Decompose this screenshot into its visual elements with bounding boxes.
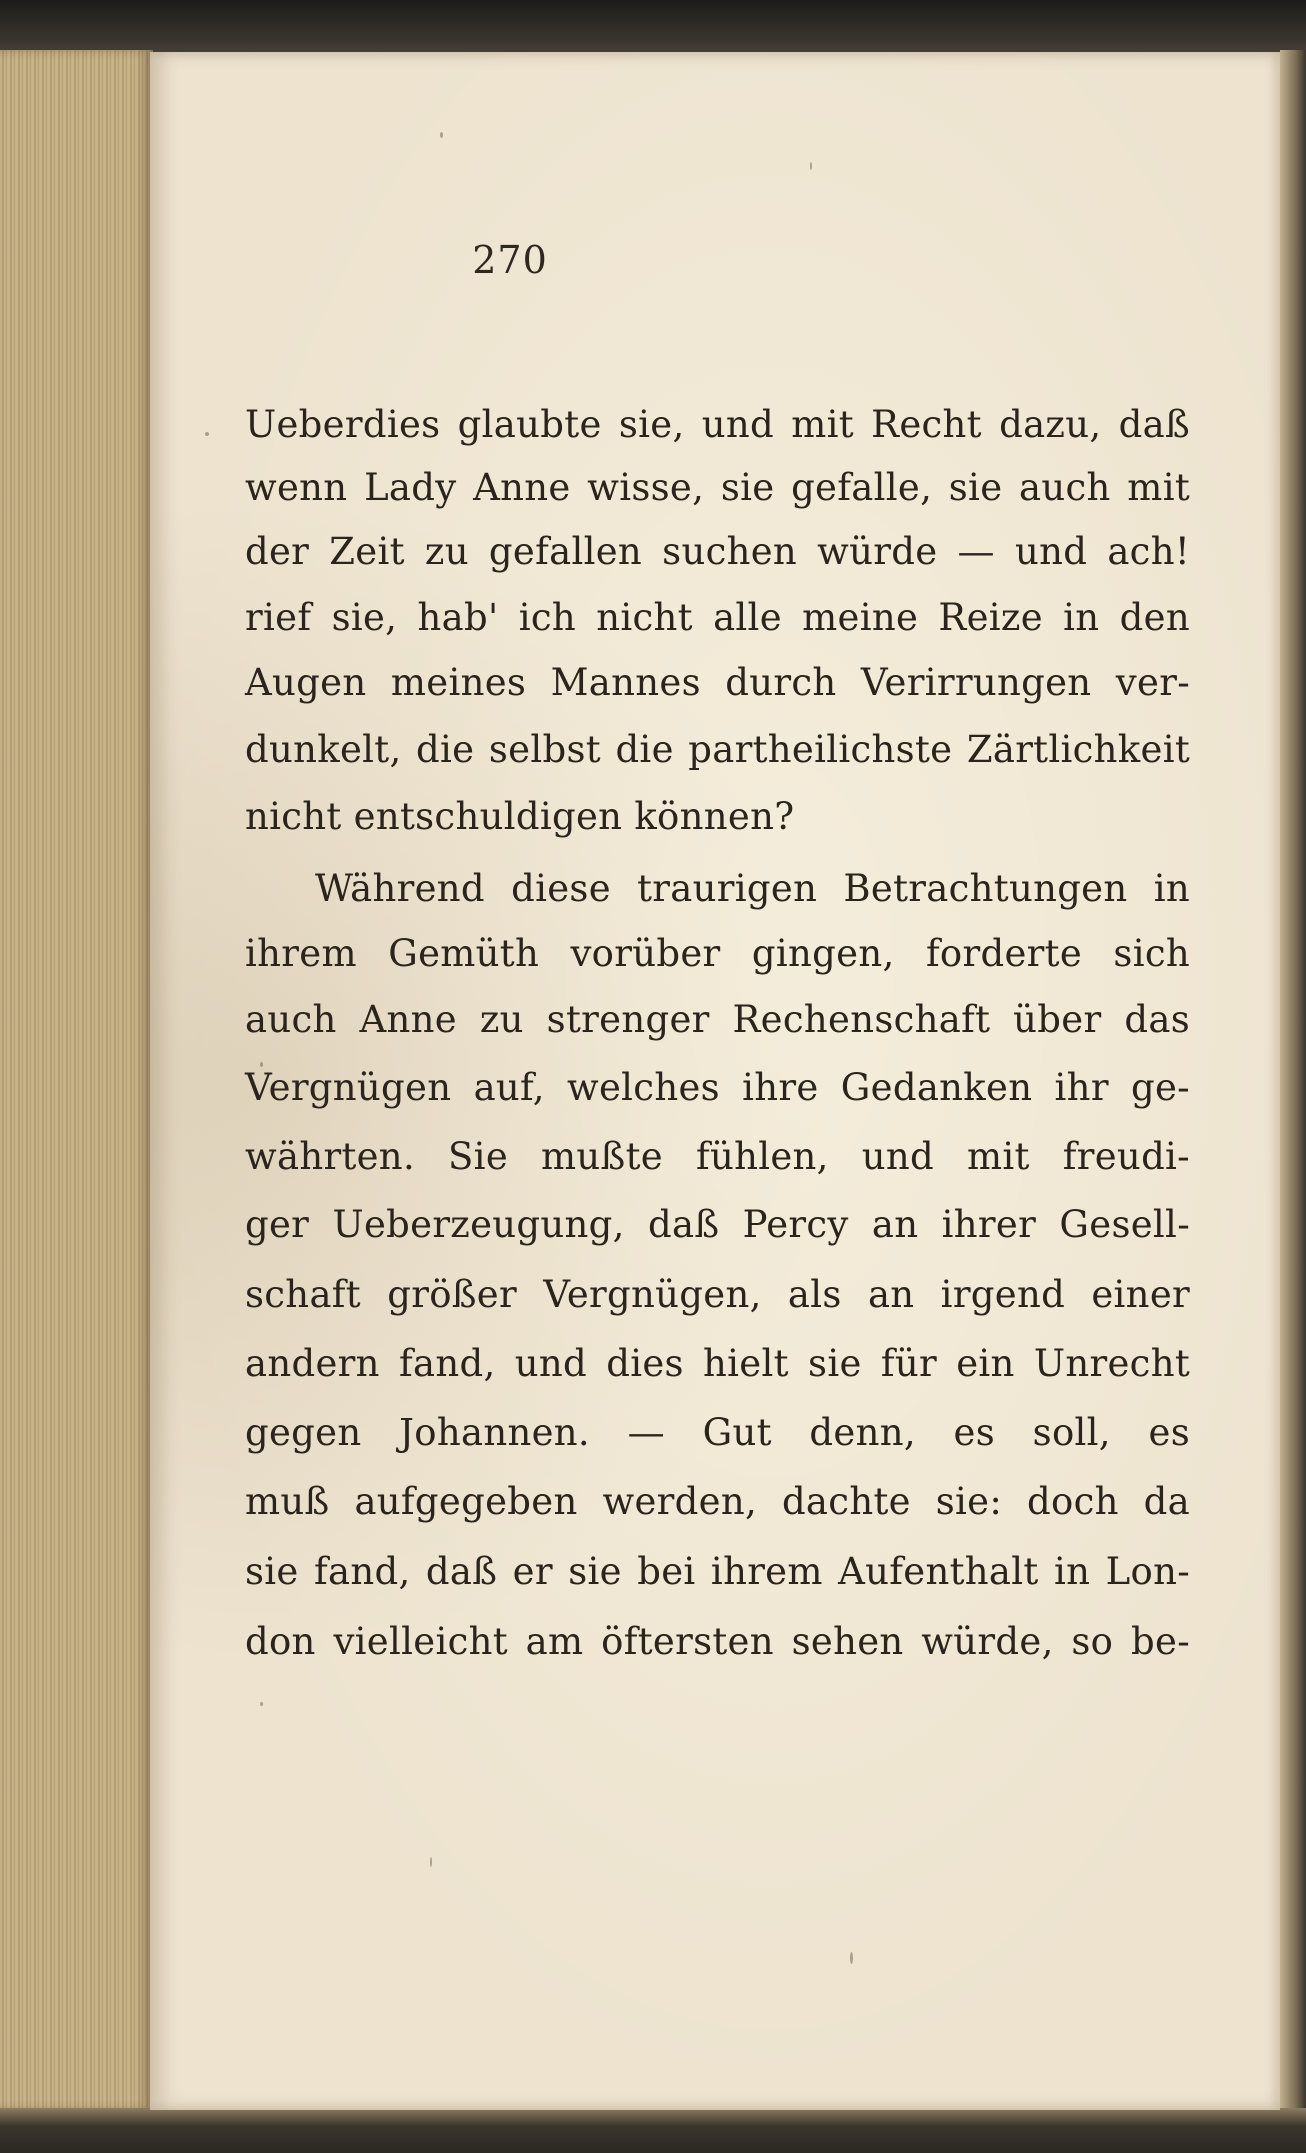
- text-line: don vielleicht am öftersten sehen würde, so be-: [245, 1620, 1190, 1663]
- text-line: Ueberdies glaubte sie, und mit Recht dazu, daß: [245, 403, 1190, 446]
- text-line: schaft größer Vergnügen, als an irgend einer: [245, 1273, 1190, 1316]
- book-bottom-edge: [0, 2108, 1306, 2153]
- page-right-edge: [1280, 50, 1306, 2110]
- paper-speck: [810, 162, 812, 170]
- page-number: 270: [472, 238, 548, 282]
- text-line: rief sie, hab' ich nicht alle meine Reize in den: [245, 596, 1190, 639]
- text-line: nicht entschuldigen können?: [245, 795, 795, 838]
- text-line: andern fand, und dies hielt sie für ein Unrecht: [245, 1342, 1190, 1385]
- text-line: Vergnügen auf, welches ihre Gedanken ihr ge-: [245, 1066, 1190, 1109]
- book-cover-top: [0, 0, 1306, 58]
- text-line: dunkelt, die selbst die partheilichste Zärtlichkeit: [245, 728, 1190, 771]
- text-line: ger Ueberzeugung, daß Percy an ihrer Gesell-: [245, 1203, 1190, 1246]
- page-edges: [0, 50, 153, 2110]
- paper-speck: [440, 132, 443, 138]
- text-line: muß aufgegeben werden, dachte sie: doch da: [245, 1480, 1190, 1523]
- paper-speck: [430, 1857, 432, 1867]
- text-line: Während diese traurigen Betrachtungen in: [315, 867, 1190, 910]
- text-line: gegen Johannen. — Gut denn, es soll, es: [245, 1411, 1190, 1454]
- text-line: Augen meines Mannes durch Verirrungen ver-: [245, 661, 1190, 704]
- text-line: wenn Lady Anne wisse, sie gefalle, sie auch mit: [245, 466, 1190, 509]
- paper-speck: [850, 1952, 853, 1964]
- text-line: ihrem Gemüth vorüber gingen, forderte sich: [245, 932, 1190, 975]
- text-line: der Zeit zu gefallen suchen würde — und ach!: [245, 530, 1190, 573]
- text-line: auch Anne zu strenger Rechenschaft über das: [245, 998, 1190, 1041]
- text-line: währten. Sie mußte fühlen, und mit freudi-: [245, 1135, 1190, 1178]
- text-line: sie fand, daß er sie bei ihrem Aufenthalt in Lon-: [245, 1550, 1190, 1593]
- paper-speck: [205, 432, 209, 436]
- paper-speck: [260, 1702, 263, 1706]
